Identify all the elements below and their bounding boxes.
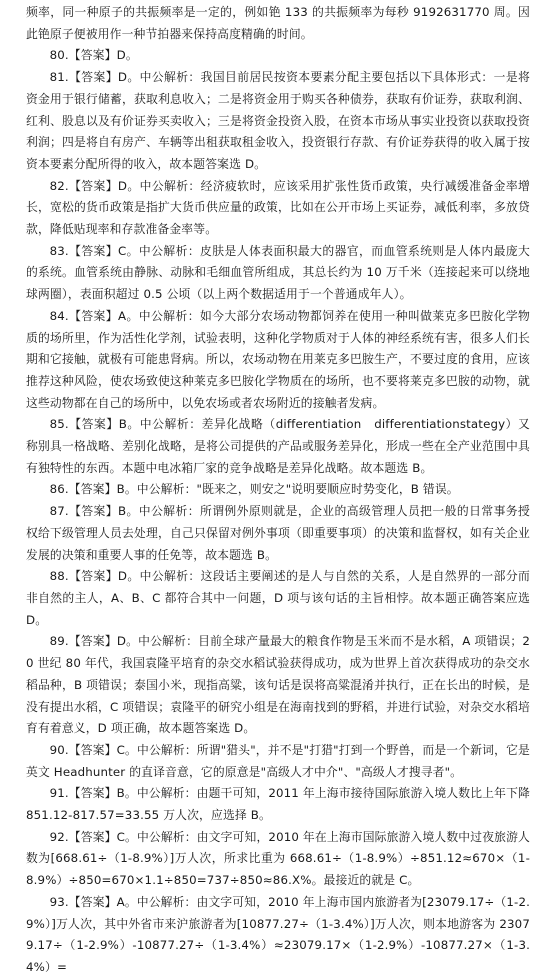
answer-80: 80.【答案】D。: [49, 48, 138, 63]
answer-88: 88.【答案】D。中公解析：这段话主要阐述的是人与自然的关系，人是自然界的一部分而非自然的主人，A、B、C 都符合其中一问题，D 项与该句话的主旨相悖。故本题正确答案应选 D。: [26, 569, 530, 627]
answer-92: 92.【答案】C。中公解析：由文字可知，2010 年在上海市国际旅游入境人数中过夜旅游人数为[668.61÷（1-8.9%）]万人次，所求比重为 668.61÷（1-8.9%）÷851.12≈670×（1-8.9%）÷850=670×1.1÷850=737÷850≈86.X%。最接近的就是 C。: [26, 829, 530, 888]
answer-87: 87.【答案】B。中公解析：所谓例外原则就是，企业的高级管理人员把一般的日常事务授权给下级管理人员去处理，自己只保留对例外事项（即重要事项）的决策和监督权，如有关企业发展的决策和重要人事的任免等，故本题选 B。: [26, 504, 530, 562]
answer-81: 81.【答案】D。中公解析：我国目前居民按资本要素分配主要包括以下具体形式：一是将资金用于银行储蓄，获取利息收入；二是将资金用于购买各种债券，获取有价证券，获取利润、红利、股息以及有价证券买卖收入；三是将资金投资入股，在资本市场从事实业投资以获取投资利润；四是将自有房产、车辆等出租获取租金收入，投资银行存款、有价证券获得的收入属于按资本要素分配所得的收入，故本题答案选 D。: [26, 70, 530, 171]
answer-83: 83.【答案】C。中公解析：皮肤是人体表面积最大的器官，而血管系统则是人体内最庞大的系统。血管系统由静脉、动脉和毛细血管所组成，其总长约为 10 万千米（连接起来可以绕地球两圈），表面积超过 0.5 公顷（以上两个数据适用于一个普通成年人）。: [26, 243, 530, 302]
answer-93: 93.【答案】A。中公解析：由文字可知，2010 年上海市国内旅游者为[23079.17÷（1-2.9%）]万人次，其中外省市来沪旅游者为[10877.27÷（1-3.4%）]万人次，则本地游客为 23079.17÷（1-2.9%）-10877.27÷（1-3.4%）≈23079.17×（1-2.9%）-10877.27×（1-3.4%）=: [26, 894, 531, 974]
answer-82: 82.【答案】D。中公解析：经济疲软时，应该采用扩张性货币政策，央行减缓准备金率增长，宽松的货币政策是指扩大货币供应量的政策，比如在公开市场上买证券，减低利率，多放贷款，降低贴现率和存款准备金率等。: [26, 178, 530, 237]
answer-91: 91.【答案】B。中公解析：由题干可知，2011 年上海市接待国际旅游入境人数比上年下降 851.12-817.57=33.55 万人次，应选择 B。: [26, 786, 530, 823]
answer-89: 89.【答案】D。中公解析：目前全球产量最大的粮食作物是玉米而不是水稻，A 项错误；20 世纪 80 年代，我国袁隆平培育的杂交水稻试验获得成功，成为世界上首次获得成功的杂交水稻品种，B 项错误；泰国小米，现指高粱，该句话是误将高粱混淆并执行，正在长出的时候，是没有提出水稻，C 项错误；袁隆平的研究小组是在海南找到的野稻，并进行试验，对杂交水稻培育有着意义，D 项正确，故本题答案选 D。: [26, 634, 530, 736]
answer-90: 90.【答案】C。中公解析：所谓"猎头"，并不是"打猎"打到一个野兽，而是一个新词，它是英文 Headhunter 的直译音意，它的原意是"高级人才中介"、"高级人才搜寻者"。: [26, 742, 530, 779]
answer-86: 86.【答案】B。中公解析："既来之，则安之"说明要顺应时势变化，B 错误。: [49, 482, 459, 497]
answer-85: 85.【答案】B。中公解析：差异化战略（differentiation differentiationstategy）又称别具一格战略、差别化战略，是将公司提供的产品或服务差异化，形成一些在全产业范围中具有独特性的东西。本题中电冰箱厂家的竞争战略是差异化战略。故本题选 B。: [26, 417, 530, 475]
answer-84: 84.【答案】A。中公解析：如今大部分农场动物都饲养在使用一种叫做莱克多巴胺化学物质的场所里，作为活性化学剂，试验表明，这种化学物质对于人体的神经系统有害，很多人们长期和它接触，就极有可能患肾病。所以，农场动物在用莱克多巴胺生产，不要过度的食用，应该推荐这种风险，使农场致使这种莱克多巴胺化学物质在的场所，也不要将莱克多巴胺的动物，就这些动物都在自己的场所中，以免农场或者农场附近的接触者发病。: [26, 308, 530, 410]
paragraph-continued-q79: 频率，同一种原子的共振频率是一定的，例如铯 133 的共振频率为每秒 9192631770 周。因此铯原子便被用作一种节拍器来保持高度精确的时间。: [26, 5, 530, 41]
